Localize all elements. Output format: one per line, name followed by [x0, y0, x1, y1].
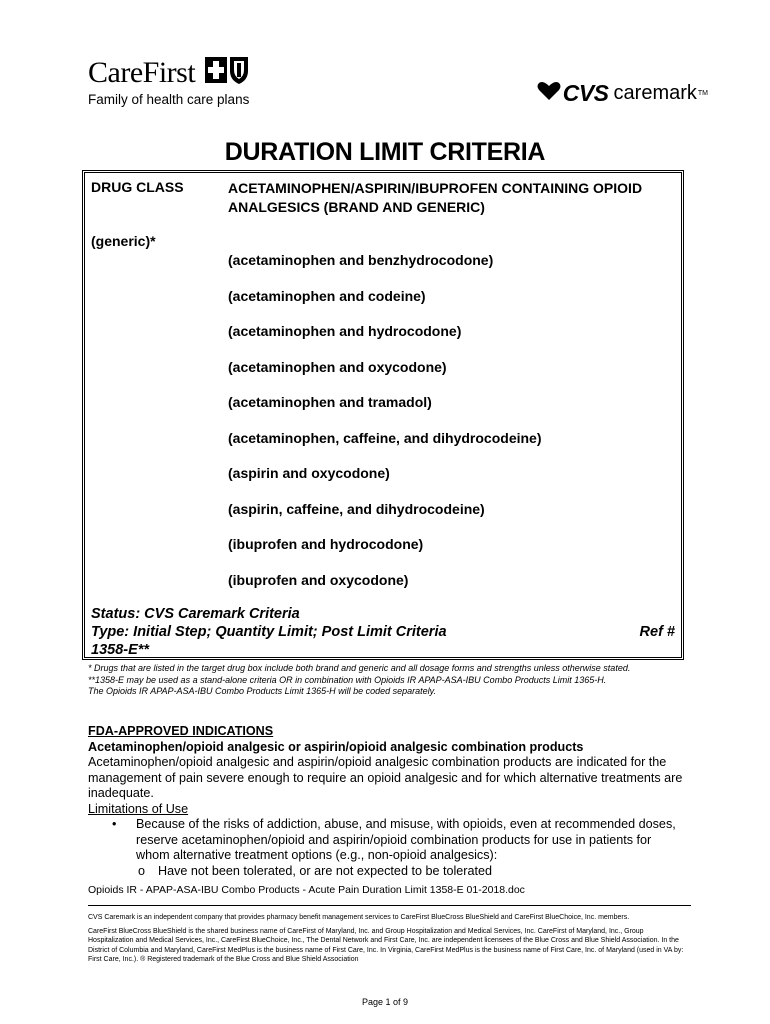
ref-label: Ref # — [639, 624, 675, 640]
generic-drug-item: (aspirin and oxycodone) — [228, 465, 390, 481]
limitation-bullet — [112, 817, 688, 864]
sub-bullet-icon: o — [138, 863, 146, 878]
page-number: Page 1 of 9 — [361, 997, 409, 1007]
indications-body: Acetaminophen/opioid analgesic and aspirin/opioid analgesic combination products are indicated for the management of pain severe enough to require an opioid analgesic and for which alternative treatments are inadequate. — [88, 755, 683, 800]
footnote: The Opioids IR APAP-ASA-IBU Combo Products Limit 1365-H will be coded separately. — [88, 686, 436, 696]
fda-indications-section — [88, 724, 688, 879]
limitations-label: Limitations of Use — [88, 801, 189, 816]
footer-divider — [88, 905, 691, 906]
caremark-wordmark: caremark — [613, 82, 697, 104]
generic-drug-item: (acetaminophen and oxycodone) — [228, 358, 447, 375]
footnote: * Drugs that are listed in the target drug box include both brand and generic and all dosage forms and strengths unless otherwise stated. — [88, 663, 631, 673]
footer-legal: CareFirst BlueCross BlueShield is the shared business name of CareFirst of Maryland, Inc. and Group Hospitalization and Medical Services, Inc. CareFirst of Maryland, Inc., Group Hospitalization and Medical Services, Inc., CareFirst BlueChoice, Inc., The Dental Network and First Care, Inc. are independent licensees of the Blue Cross and Blue Shield Association. In the District of Columbia and Maryland, CareFirst MedPlus is the business name of First Care, Inc. In Virginia, CareFirst MedPlus is the business name of First Care, Inc. of Maryland (used in VA by: First Care, Inc.). ® Registered trademark of the Blue Cross and Blue Shield Association — [88, 928, 684, 963]
footer-disclaimer: CVS Caremark is an independent company that provides pharmacy benefit management services to CareFirst BlueCross BlueShield and CareFirst BlueChoice, Inc. members. — [88, 914, 630, 921]
carefirst-wordmark: CareFirst — [88, 55, 196, 89]
cvs-caremark-logo — [537, 80, 708, 107]
document-filename: Opioids IR - APAP-ASA-IBU Combo Products - Acute Pain Duration Limit 1358-E 01-2018.doc — [88, 884, 525, 896]
carefirst-logo — [88, 55, 250, 107]
footnotes — [88, 663, 683, 698]
ref-value: 1358-E** — [91, 642, 150, 658]
cvs-wordmark: CVS — [562, 80, 609, 106]
generic-drug-item: (acetaminophen and codeine) — [228, 287, 426, 304]
footnote: **1358-E may be used as a stand-alone criteria OR in combination with Opioids IR APAP-ASA-IBU Combo Products Limit 1365-H. — [88, 674, 607, 685]
carefirst-tagline: Family of health care plans — [88, 92, 250, 107]
type-row — [91, 623, 675, 641]
sub-bullet-text: Have not been tolerated, or are not expected to be tolerated — [158, 863, 492, 878]
criteria-box — [82, 170, 684, 660]
indications-heading: FDA-APPROVED INDICATIONS — [88, 724, 274, 738]
generic-drug-item: (ibuprofen and hydrocodone) — [228, 536, 424, 552]
generic-label: (generic)* — [91, 233, 156, 249]
generic-drug-item: (acetaminophen, caffeine, and dihydrocodeine) — [228, 429, 542, 446]
status-line: Status: CVS Caremark Criteria — [91, 606, 300, 622]
limitation-sub-bullet — [138, 864, 688, 880]
blue-cross-blue-shield-icon — [204, 55, 250, 90]
page-title: DURATION LIMIT CRITERIA — [224, 138, 546, 166]
footer — [88, 913, 690, 969]
generic-drug-item: (acetaminophen and tramadol) — [228, 394, 432, 410]
generic-drug-item: (aspirin, caffeine, and dihydrocodeine) — [228, 500, 485, 517]
generic-drug-item: (ibuprofen and oxycodone) — [228, 571, 409, 588]
bullet-text: Because of the risks of addiction, abuse, and misuse, with opioids, even at recommended doses, reserve acetaminophen/opioid and aspirin/opioid combination products for use in patients for whom alternative treatment options (e.g., non-opioid analgesics): — [136, 817, 676, 862]
status-block — [91, 605, 675, 659]
trademark-symbol: TM — [697, 90, 708, 97]
drug-class-value: ACETAMINOPHEN/ASPIRIN/IBUPROFEN CONTAINING OPIOID ANALGESICS (BRAND AND GENERIC) — [228, 180, 643, 215]
drug-class-label: DRUG CLASS — [91, 179, 184, 195]
generic-drug-list — [228, 251, 542, 606]
indications-subheading: Acetaminophen/opioid analgesic or aspirin/opioid analgesic combination products — [88, 739, 584, 754]
generic-drug-item: (acetaminophen and benzhydrocodone) — [228, 252, 494, 268]
generic-drug-item: (acetaminophen and hydrocodone) — [228, 323, 462, 339]
bullet-icon: • — [112, 817, 117, 831]
heart-icon — [537, 81, 561, 106]
type-line: Type: Initial Step; Quantity Limit; Post Limit Criteria — [91, 624, 447, 640]
